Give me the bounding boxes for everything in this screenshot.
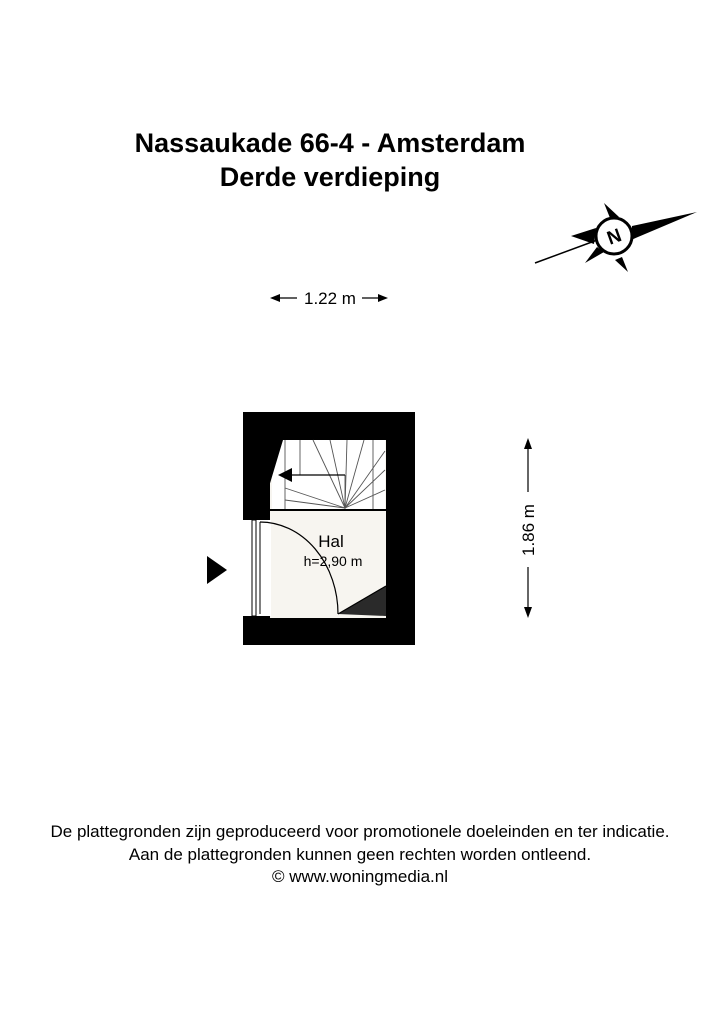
disclaimer-line-1: De plattegronden zijn geproduceerd voor promotionele doeleinden en ter indicatie. bbox=[50, 822, 670, 841]
page-title: Nassaukade 66-4 - Amsterdam bbox=[134, 128, 526, 158]
door-frame bbox=[252, 520, 256, 616]
compass-arrow-north-icon bbox=[604, 203, 619, 218]
room-height: h=2,90 m bbox=[303, 553, 363, 569]
arrow-up-icon bbox=[524, 438, 532, 449]
compass-arrow-east-icon bbox=[631, 212, 697, 240]
height-dimension bbox=[519, 438, 538, 618]
arrow-left-icon bbox=[270, 294, 280, 302]
width-label: 1.22 m bbox=[304, 289, 356, 308]
compass bbox=[535, 203, 697, 272]
height-label: 1.86 m bbox=[519, 504, 538, 556]
arrow-down-icon bbox=[524, 607, 532, 618]
arrow-right-icon bbox=[378, 294, 388, 302]
room-name: Hal bbox=[318, 532, 344, 551]
compass-label: N bbox=[604, 225, 625, 250]
copyright: © www.woningmedia.nl bbox=[272, 867, 448, 886]
disclaimer-line-2: Aan de plattegronden kunnen geen rechten worden ontleend. bbox=[128, 845, 592, 864]
door-opening bbox=[243, 520, 271, 616]
floor-name: Derde verdieping bbox=[219, 162, 441, 192]
width-dimension bbox=[270, 289, 388, 308]
compass-arrow-west-icon bbox=[571, 228, 596, 244]
entrance-arrow-icon bbox=[207, 556, 227, 584]
compass-arrow-south-icon bbox=[615, 257, 628, 272]
